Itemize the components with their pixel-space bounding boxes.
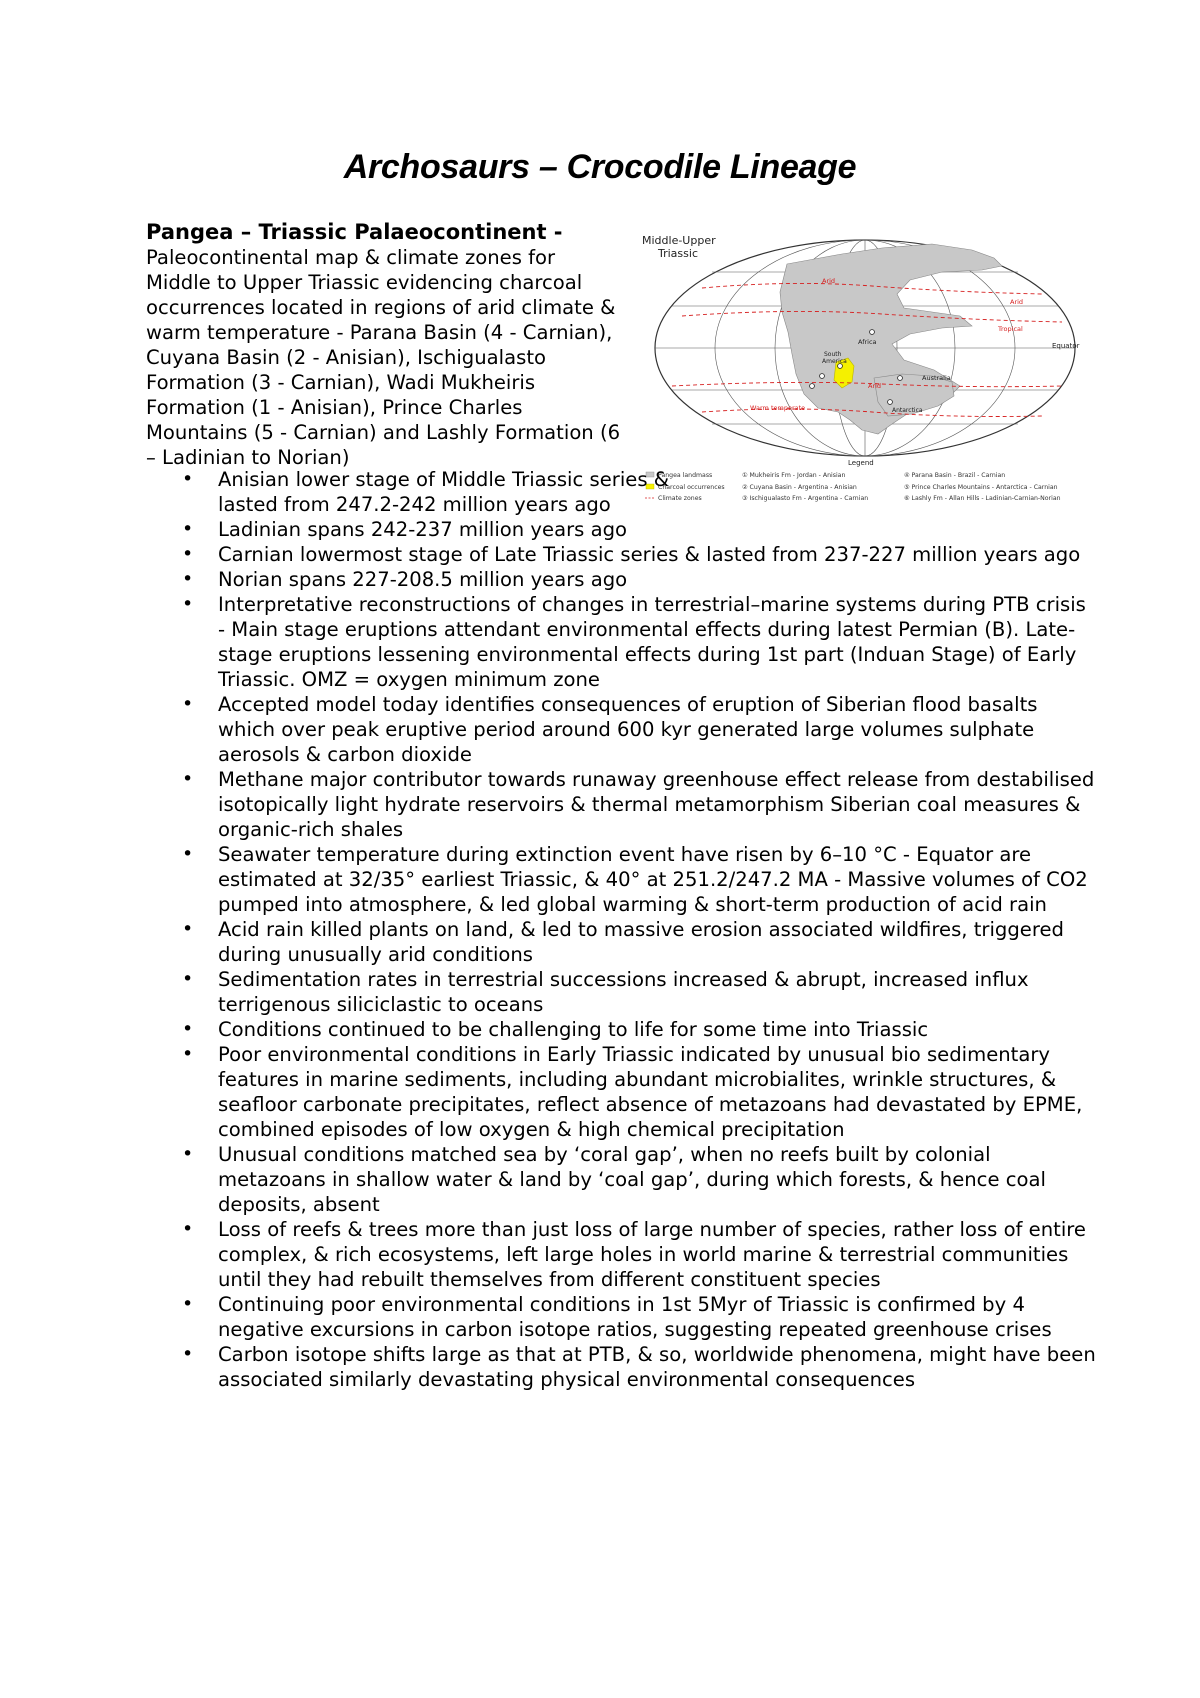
list-item: • Loss of reefs & trees more than just loss of large number of species, rather loss of entire complex, & rich ecosystems, left large holes in world marine & terrestrial communities until they had rebuilt themselves from different constituent species <box>146 1217 1096 1292</box>
legend-item-charcoal: Charcoal occurrences <box>658 484 725 491</box>
label-tropical: Tropical <box>998 325 1023 333</box>
list-item: • Carnian lowermost stage of Late Triassic series & lasted from 237-227 million years ago <box>146 542 1096 567</box>
label-arid-1: Arid <box>822 277 836 285</box>
legend-item-climate: Climate zones <box>658 495 702 502</box>
legend-item-lashly: ⑥ Lashly Fm - Allan Hills - Ladinian-Carnian-Norian <box>904 495 1061 502</box>
list-item: • Unusual conditions matched sea by ‘coral gap’, when no reefs built by colonial metazoans in shallow water & land by ‘coal gap’, during which forests, & hence coal deposits, absent <box>146 1142 1096 1217</box>
list-item: • Accepted model today identifies consequences of eruption of Siberian flood basalts which over peak eruptive period around 600 kyr generated large volumes sulphate aerosols & carbon dioxide <box>146 692 1096 767</box>
legend-item-parana: ④ Parana Basin - Brazil - Carnian <box>904 472 1006 479</box>
legend-item-land: Pangea landmass <box>658 472 713 479</box>
page-title: Archosaurs – Crocodile Lineage <box>343 148 857 186</box>
list-item: • Continuing poor environmental conditions in 1st 5Myr of Triassic is confirmed by 4 negative excursions in carbon isotope ratios, suggesting repeated greenhouse crises <box>146 1292 1096 1342</box>
list-item: • Conditions continued to be challenging to life for some time into Triassic <box>146 1017 1096 1042</box>
label-warm-temperate: Warm temperate <box>750 404 806 412</box>
map-title-line2: Triassic <box>658 247 698 260</box>
intro-text: Paleocontinental map & climate zones for Middle to Upper Triassic evidencing charcoal occurrences located in regions of arid climate & warm temperature - Parana Basin (4 - Carnian), Cuyana Basin (2 - Anisian), Ischigualasto Formation (3 - Carnian), Wadi Mukheiris Formation (1 - Anisian), Prince Charles Mountains (5 - Carnian) and Lashly Formation (6 – Ladinian to Norian) <box>146 246 621 469</box>
list-item: • Sedimentation rates in terrestrial successions increased & abrupt, increased influx terrigenous siliciclastic to oceans <box>146 967 1096 1017</box>
section-heading: Pangea – Triassic Palaeocontinent - <box>146 220 563 244</box>
map-title-line1: Middle-Upper <box>642 236 716 247</box>
intro-paragraph <box>146 220 622 470</box>
list-item: • Anisian lower stage of Middle Triassic series & lasted from 247.2-242 million years ago <box>146 467 678 517</box>
list-item: • Interpretative reconstructions of changes in terrestrial–marine systems during PTB crisis - Main stage eruptions attendant environmental effects during latest Permian (B). Late-stage eruptions lessening environmental effects during 1st part (Induan Stage) of Early Triassic. OMZ = oxygen minimum zone <box>146 592 1096 692</box>
label-arid-2: Arid <box>1010 298 1024 306</box>
legend-item-mukheiris: ① Mukheiris Fm - Jordan - Anisian <box>742 472 846 479</box>
legend-title: Legend <box>848 459 874 467</box>
list-item: • Methane major contributor towards runaway greenhouse effect release from destabilised isotopically light hydrate reservoirs & thermal metamorphism Siberian coal measures & organic-rich shales <box>146 767 1096 842</box>
list-item: • Norian spans 227-208.5 million years ago <box>146 567 1096 592</box>
legend-item-prince-charles: ⑤ Prince Charles Mountains - Antarctica - Carnian <box>904 484 1058 491</box>
label-south-america-1: South <box>824 351 842 358</box>
label-africa: Africa <box>858 338 877 346</box>
bullet-list <box>146 467 1096 1392</box>
legend-item-cuyana: ② Cuyana Basin - Argentina - Anisian <box>742 484 857 491</box>
label-south-america-2: America <box>822 358 847 365</box>
legend-item-ischigualasto: ③ Ischigualasto Fm - Argentina - Carnian <box>742 495 869 502</box>
list-item: • Poor environmental conditions in Early Triassic indicated by unusual bio sedimentary features in marine sediments, including abundant microbialites, wrinkle structures, & seafloor carbonate precipitates, reflect absence of metazoans had devastated by EPME, combined episodes of low oxygen & high chemical precipitation <box>146 1042 1096 1142</box>
label-australia: Australia <box>922 374 951 382</box>
list-item: • Seawater temperature during extinction event have risen by 6–10 °C - Equator are estimated at 32/35° earliest Triassic, & 40° at 251.2/247.2 MA - Massive volumes of CO2 pumped into atmosphere, & led global warming & short-term production of acid rain <box>146 842 1096 917</box>
list-item: • Carbon isotope shifts large as that at PTB, & so, worldwide phenomena, might have been associated similarly devastating physical environmental consequences <box>146 1342 1096 1392</box>
list-item: • Ladinian spans 242-237 million years ago <box>146 517 1096 542</box>
label-antarctica: Antarctica <box>892 407 923 414</box>
list-item: • Acid rain killed plants on land, & led to massive erosion associated wildfires, triggered during unusually arid conditions <box>146 917 1096 967</box>
label-equator: Equator <box>1052 342 1080 350</box>
label-arid-3: Arid <box>868 382 882 390</box>
